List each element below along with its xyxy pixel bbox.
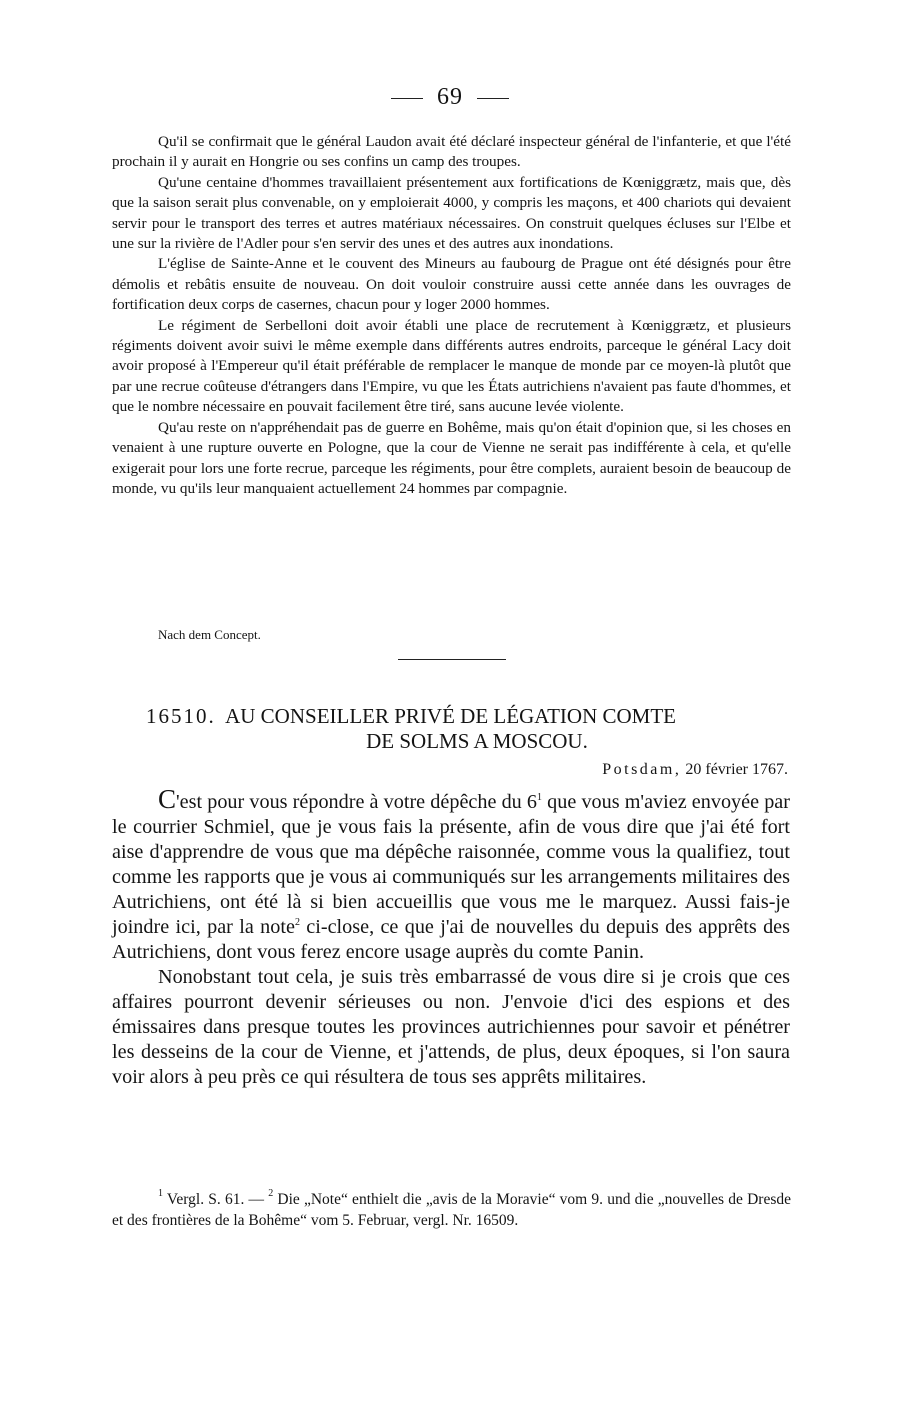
letter-paragraph-2: Nonobstant tout cela, je suis très embarrassé de vous dire si je crois que ces affaires pourront devenir sérieuses ou non. J'envoie d'ici des espions et des émissaires dans presque toutes les provinces autrichiennes pour savoir et pénétrer les desseins de la cour de Vienne, et j'attends, de plus, deux époques, si l'on saura voir alors à peu près ce qui résultera de tous ses apprêts militaires. (112, 966, 790, 1088)
letter-heading-line-1 (112, 704, 802, 729)
footnotes (112, 1190, 791, 1231)
text-run: 'est pour vous répondre à votre dépêche du 6 (176, 791, 537, 813)
letter-heading (112, 704, 802, 754)
footnote-1: Vergl. S. 61. — (163, 1191, 269, 1208)
footnote-mark-2: 2 (268, 1188, 274, 1199)
right-dash (477, 98, 509, 99)
dateline (602, 761, 788, 779)
paragraph: Qu'il se confirmait que le général Laudon avait été déclaré inspecteur général de l'infanterie, et que l'été prochain il y aurait en Hongrie ou ses confins un camp des troupes. (112, 133, 791, 171)
paragraph: Qu'au reste on n'appréhendait pas de guerre en Bohême, mais qu'on était d'opinion que, si les choses en venaient à une rupture ouverte en Pologne, que la cour de Vienne ne serait pas indifférente à cela, et qu'elle exigerait pour lors une forte recrue, parceque les régiments, pour être complets, auraient besoin de beaucoup de monde, vu qu'ils leur manquaient actuellement 24 hommes par compagnie. (112, 418, 791, 497)
letter-paragraph-1 (112, 784, 790, 965)
footnote-text (112, 1190, 791, 1231)
page-number-header (0, 84, 900, 111)
letter-title-line-2: DE SOLMS A MOSCOU. (366, 729, 588, 753)
dateline-place: Potsdam, (602, 761, 682, 778)
left-dash (391, 98, 423, 99)
footnote-2: Die „Note“ enthielt die „avis de la Moravie“ vom 9. und die „nouvelles de Dresde et des frontières de la Bohême“ vom 5. Februar, vergl. Nr. 16509. (112, 1191, 791, 1229)
letter-body (112, 784, 790, 1090)
paragraph: Le régiment de Serbelloni doit avoir établi une place de recrutement à Kœniggrætz, et plusieurs régiments doivent avoir suivi le même exemple dans différents autres endroits, parceque le général Lacy doit avoir proposé à l'Empereur qu'il était préférable de remplacer le manque de monde par ce moyen-là plutôt que par une recrue coûteuse d'étrangers dans l'Empire, vu que les États autrichiens n'avaient pas faute d'hommes, et que le nombre nécessaire en pouvait facilement être tiré, sans aucune levée violente. (112, 316, 791, 416)
footnote-mark-1: 1 (158, 1188, 163, 1199)
letter-number: 16510. (146, 704, 216, 728)
source-note: Nach dem Concept. (158, 627, 261, 642)
previous-letter-continuation (112, 132, 791, 499)
letter-title-line-1: AU CONSEILLER PRIVÉ DE LÉGATION COMTE (225, 704, 676, 728)
text-run: que vous m'aviez envoyée par le courrier Schmiel, que je vous fais la présente, afin de vous dire que j'ai été fort aise d'apprendre de vous que ma dépêche raisonnée, comme vous la qualifiez, tout comme les rapports que je vous ai communiqués sur les arrangements militaires des Autrichiens, ont été là si bien accueillis que vous me le marquez. Aussi fais-je joindre ici, par la note (112, 791, 790, 938)
dateline-date: 20 février 1767. (685, 761, 788, 778)
section-divider (398, 659, 506, 660)
initial-letter: C (158, 784, 177, 814)
text-run: ci-close, ce que j'ai de nouvelles du depuis des apprêts des Autrichiens, dont vous ferez encore usage auprès du comte Panin. (112, 916, 790, 963)
page-number: 69 (437, 84, 463, 110)
paragraph: L'église de Sainte-Anne et le couvent des Mineurs au faubourg de Prague ont été désignés pour être démolis et rebâtis ensuite de nouveau. On doit vouloir construire aussi cette année dans les ouvrages de fortification deux corps de casernes, chacun pour y loger 2000 hommes. (112, 255, 791, 314)
paragraph: Qu'une centaine d'hommes travaillaient présentement aux fortifications de Kœniggrætz, mais que, dès que la saison serait plus convenable, on y emploierait 4000, y compris les maçons, et 400 chariots qui devaient servir pour le transport des terres et autres matériaux nécessaires. On construit quelques écluses sur l'Elbe et une sur la rivière de l'Adler pour s'en servir des unes et des autres aux inondations. (112, 173, 791, 253)
footnote-ref-2: 2 (294, 917, 300, 928)
footnote-ref-1: 1 (537, 792, 542, 803)
